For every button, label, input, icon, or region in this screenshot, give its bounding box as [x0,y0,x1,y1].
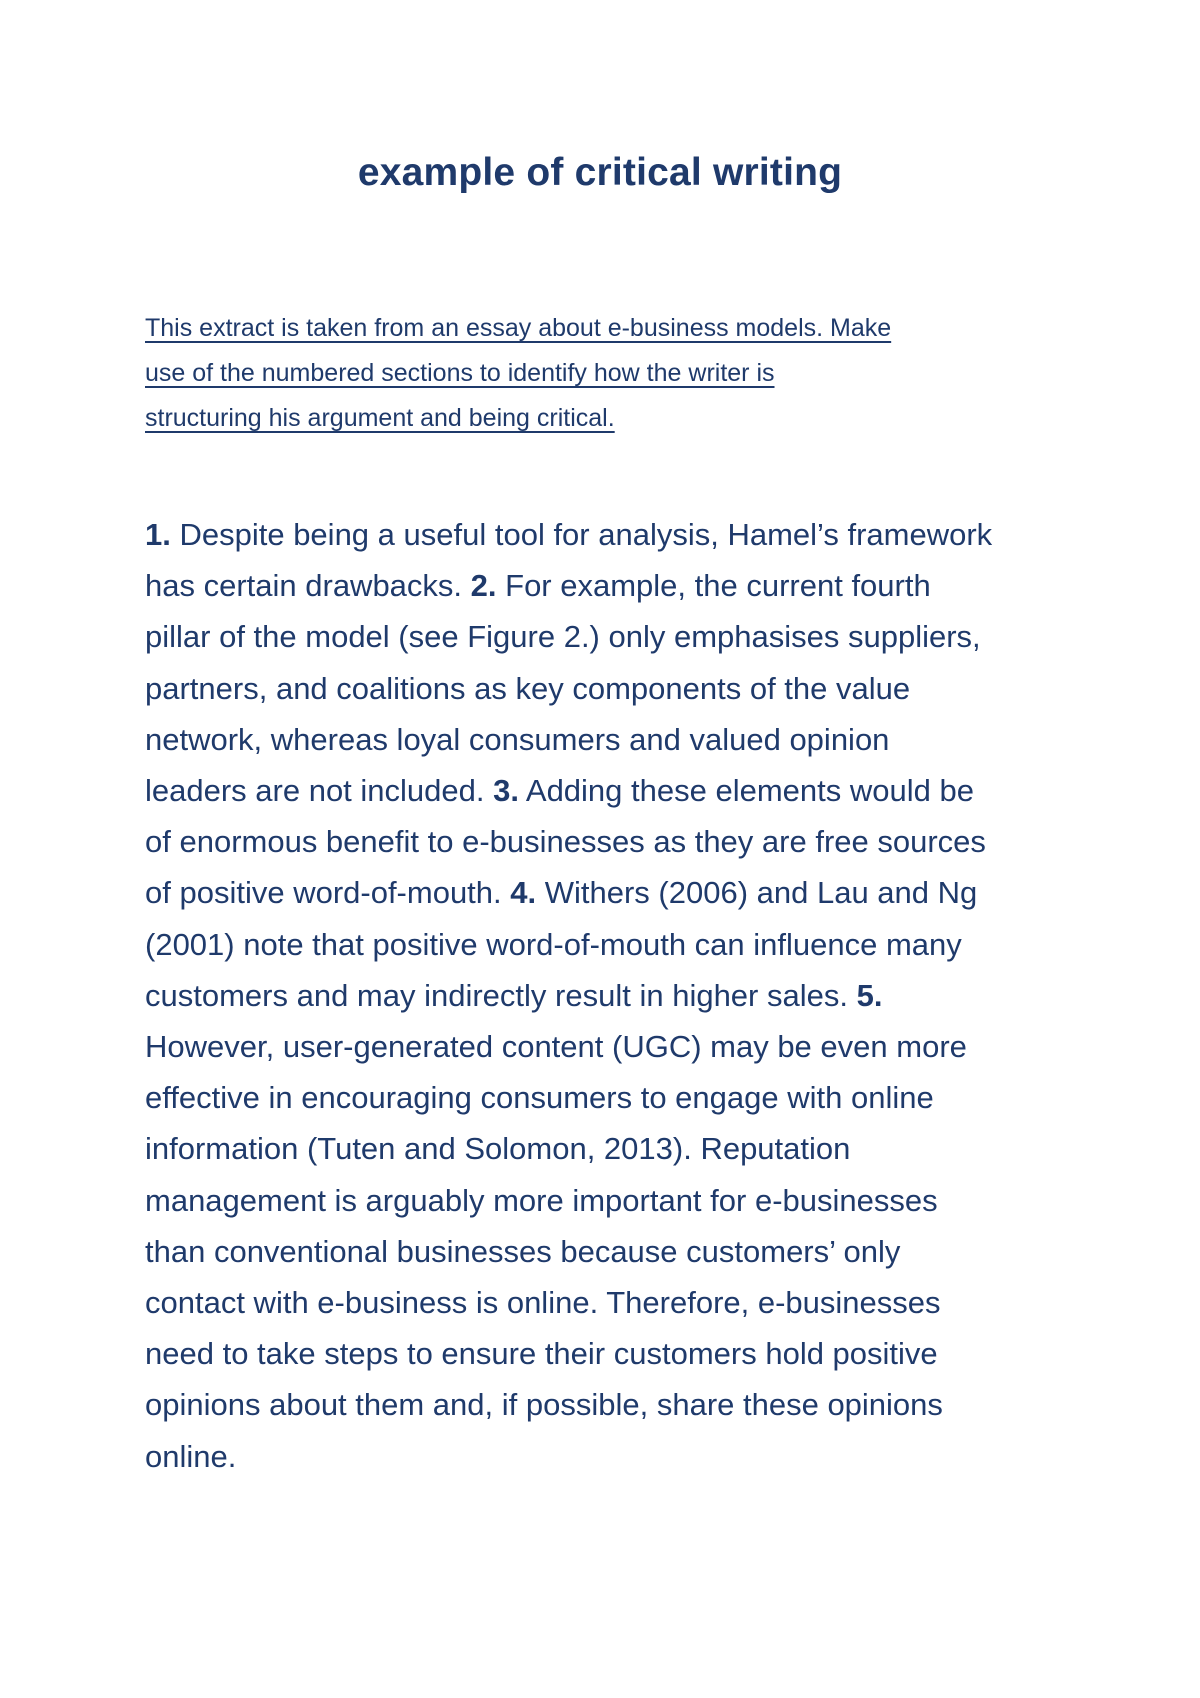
text-segment: For example, the current fourth [496,568,931,604]
text-segment: Withers (2006) and Lau and Ng [536,875,978,911]
intro-line: This extract is taken from an essay about e-business models. Make [145,314,892,342]
section-number-1: 1. [145,517,171,552]
text-line: of enormous benefit to e-businesses as they are free sources [145,824,986,860]
text-segment: leaders are not included. [145,773,494,809]
section-number-4: 4. [510,875,537,911]
text-segment: Adding these elements would be [518,773,974,809]
text-line [145,560,1075,611]
text-line [145,867,1075,918]
text-segment: has certain drawbacks. [145,568,471,604]
text-line: information (Tuten and Solomon, 2013). Reputation [145,1131,851,1167]
section-number-2: 2. [470,568,497,604]
text-line: than conventional businesses because customers’ only [145,1233,901,1269]
text-line [145,765,1075,816]
intro-line: use of the numbered sections to identify how the writer is [145,359,775,387]
text-line [145,509,1075,560]
text-line: partners, and coalitions as key components of the value [145,670,911,706]
text-line: need to take steps to ensure their customers hold positive [145,1336,938,1372]
text-segment: customers and may indirectly result in higher sales. [145,977,857,1013]
essay-extract [145,509,1075,1482]
text-line [145,970,1075,1021]
section-number-5: 5. [856,977,883,1013]
text-segment: Despite being a useful tool for analysis, Hamel’s framework [170,517,993,552]
intro-line: structuring his argument and being critical. [145,404,615,432]
text-line: network, whereas loyal consumers and valued opinion [145,721,890,757]
text-line: online. [145,1438,237,1474]
text-line: pillar of the model (see Figure 2.) only emphasises suppliers, [145,619,981,655]
text-line: opinions about them and, if possible, share these opinions [145,1387,943,1423]
page-title: example of critical writing [357,151,843,194]
text-line: contact with e-business is online. Therefore, e-businesses [145,1285,941,1321]
intro-instructions [145,306,1065,441]
text-line: effective in encouraging consumers to engage with online [145,1080,934,1116]
text-line: (2001) note that positive word-of-mouth can influence many [145,926,962,962]
text-segment: of positive word-of-mouth. [145,875,511,911]
text-line: management is arguably more important for e-businesses [145,1182,938,1218]
text-line: However, user-generated content (UGC) may be even more [145,1029,967,1065]
section-number-3: 3. [493,773,519,809]
